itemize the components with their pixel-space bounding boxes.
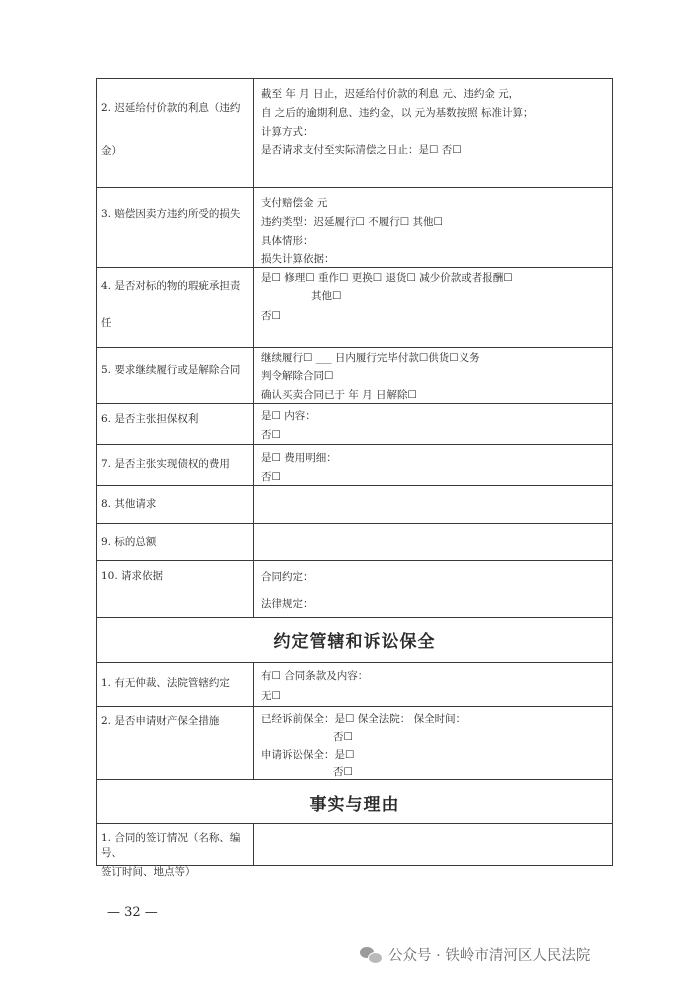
r5-line2: 判令解除合同☐ bbox=[261, 370, 334, 382]
r10-line1: 合同约定： bbox=[261, 571, 314, 583]
r7-line1: 是☐ 费用明细： bbox=[261, 452, 337, 464]
r3-line4: 损失计算依据： bbox=[261, 253, 335, 265]
r2-line1: 截至 年 月 日止，迟延给付价款的利息 元、违约金 元， bbox=[261, 88, 520, 100]
s1r1-line2: 无☐ bbox=[261, 690, 281, 702]
s1r2-line4: 否☐ bbox=[333, 766, 353, 778]
row-label-arbitration-agreement: 1. 有无仲裁、法院管辖约定 bbox=[101, 677, 230, 689]
row-label-other-claims: 8. 其他请求 bbox=[101, 498, 157, 510]
s1r2-line3: 申请诉讼保全：是☐ bbox=[261, 749, 355, 761]
label-line: 2. 迟延给付价款的利息（违约 bbox=[101, 102, 241, 114]
r6-line2: 否☐ bbox=[261, 429, 281, 441]
row-label-defect-liability bbox=[101, 279, 251, 331]
r3-line2: 违约类型：迟延履行☐ 不履行☐ 其他☐ bbox=[261, 216, 443, 228]
row-divider bbox=[97, 347, 612, 348]
row-divider bbox=[97, 187, 612, 188]
section-title-facts-and-reasons: 事实与理由 bbox=[309, 795, 400, 815]
r2-line4: 是否请求支付至实际清偿之日止：是☐ 否☐ bbox=[261, 144, 462, 156]
row-label-compensation: 3. 赔偿因卖方违约所受的损失 bbox=[101, 208, 241, 220]
row-divider bbox=[97, 823, 612, 824]
r3-line1: 支付赔偿金 元 bbox=[261, 197, 328, 209]
r5-line1: 继续履行☐ ___ 日内履行完毕付款☐供货☐义务 bbox=[261, 352, 480, 364]
row-divider bbox=[97, 779, 612, 780]
row-divider bbox=[97, 617, 612, 618]
s1r2-line1: 已经诉前保全：是☐ 保全法院： 保全时间： bbox=[261, 713, 467, 725]
row-label-property-preservation: 2. 是否申请财产保全措施 bbox=[101, 715, 220, 727]
r2-line3: 计算方式： bbox=[261, 126, 314, 138]
row-divider bbox=[97, 523, 612, 524]
label-line: 签订时间、地点等） bbox=[101, 866, 196, 878]
r2-line2: 自 之后的逾期利息、违约金，以 元为基数按照 标准计算； bbox=[261, 107, 534, 119]
label-line: 金） bbox=[101, 145, 122, 157]
column-divider bbox=[253, 662, 254, 779]
r4-line1: 是☐ 修理☐ 重作☐ 更换☐ 退货☐ 减少价款或者报酬☐ bbox=[261, 272, 513, 284]
section-title-jurisdiction: 约定管辖和诉讼保全 bbox=[273, 632, 436, 652]
row-label-claim-basis: 10. 请求依据 bbox=[101, 570, 164, 582]
r4-line2: 其他☐ bbox=[311, 290, 342, 302]
row-divider bbox=[97, 485, 612, 486]
row-divider bbox=[97, 662, 612, 663]
label-line: 4. 是否对标的物的瑕疵承担责 bbox=[101, 280, 241, 292]
r10-line2: 法律规定： bbox=[261, 598, 314, 610]
wechat-icon bbox=[360, 946, 382, 964]
row-label-creditor-costs: 7. 是否主张实现债权的费用 bbox=[101, 458, 230, 470]
column-divider bbox=[253, 823, 254, 866]
row-divider bbox=[97, 444, 612, 445]
row-divider bbox=[97, 560, 612, 561]
label-line: 1. 合同的签订情况（名称、编号、 bbox=[101, 832, 241, 859]
row-label-total-amount: 9. 标的总额 bbox=[101, 536, 157, 548]
label-line: 任 bbox=[101, 317, 112, 329]
r7-line2: 否☐ bbox=[261, 471, 281, 483]
page-number: — 32 — bbox=[107, 905, 158, 920]
row-label-late-payment-interest bbox=[101, 101, 251, 159]
s1r1-line1: 有☐ 合同条款及内容： bbox=[261, 670, 369, 682]
r3-line3: 具体情形： bbox=[261, 235, 314, 247]
row-label-continue-or-terminate: 5. 要求继续履行或是解除合同 bbox=[101, 364, 241, 376]
footer-text: 公众号 · 铁岭市清河区人民法院 bbox=[388, 948, 591, 964]
row-label-guarantee-rights: 6. 是否主张担保权利 bbox=[101, 413, 199, 425]
row-divider bbox=[97, 403, 612, 404]
claim-form-table bbox=[96, 78, 613, 878]
r4-line3: 否☐ bbox=[261, 310, 281, 322]
r5-line3: 确认买卖合同已于 年 月 日解除☐ bbox=[261, 389, 417, 401]
footer-watermark bbox=[360, 944, 590, 965]
s1r2-line2: 否☐ bbox=[333, 731, 353, 743]
column-divider bbox=[253, 79, 254, 617]
row-label-contract-signing bbox=[101, 831, 251, 880]
row-divider bbox=[97, 706, 612, 707]
row-divider bbox=[97, 267, 612, 268]
r6-line1: 是☐ 内容： bbox=[261, 410, 316, 422]
